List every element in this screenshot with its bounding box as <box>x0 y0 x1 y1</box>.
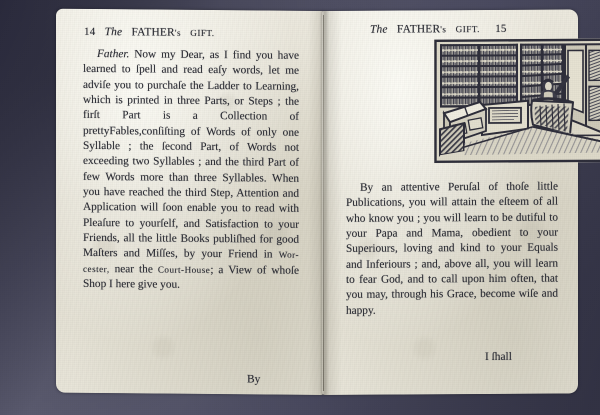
left-page-body-text <box>83 47 299 294</box>
left-catchword: By <box>247 373 261 386</box>
left-running-head <box>84 26 215 39</box>
place-name-part1: Wor- <box>278 250 300 261</box>
left-paragraph-tail: ; a View of whoſe Shop I here give you. <box>83 263 299 291</box>
left-paragraph <box>83 47 299 294</box>
left-paragraph-text: Now my Dear, as I find you have learned to ſpell and read eaſy words, let me adviſe you to purchaſe the Ladder to Learning, which is printed in three Parts, or Steps ; the firſt Part is a Collection of prettyFables,conſiſting of Words of only one Syllable ; the ſecond Part, of Words not exceeding two Syllables ; and the third Part of few Words more than three Syllables. When you have reached the third Step, Attention and Application will ſoon enable you to read with Pleaſure to yourſelf, and Satisfaction to your Friends, all the little Books publiſhed for good Maſters and Miſſes, by your Friend in <box>83 48 299 262</box>
right-folio-number: 15 <box>495 22 507 35</box>
right-catchword: I ſhall <box>485 350 512 364</box>
running-head-possessive: 's <box>174 27 182 38</box>
open-book-spread <box>56 11 578 395</box>
place-name-part2: cester, <box>83 263 110 274</box>
right-running-head <box>370 23 507 36</box>
speaker-label: Father. <box>97 48 130 61</box>
right-page-body-text <box>346 180 558 319</box>
running-head-father: FATHER <box>131 26 175 39</box>
bookshop-interior-woodcut <box>434 38 600 163</box>
right-paragraph-text: By an attentive Peruſal of thoſe little Publications, you will attain the eſteem of all who know you ; you will learn to be dutiful to your Papa and Mama, obedient to your Superiours, loving and kind to your Equals and Inferiours ; and, above all, you will learn to fear God, and to call upon him often, that you may, through his Grace, become wiſe and happy. <box>346 180 558 317</box>
right-running-head-gift: GIFT. <box>455 24 480 35</box>
left-folio-number: 14 <box>84 25 96 39</box>
right-running-head-possessive: 's <box>440 24 447 35</box>
right-running-head-the: The <box>370 23 388 36</box>
running-head-the: The <box>104 26 123 39</box>
right-paragraph <box>346 180 558 319</box>
landmark-name: Court-House <box>157 264 211 275</box>
after-place-text: near the <box>114 262 153 276</box>
left-page <box>56 9 324 395</box>
right-running-head-father: FATHER <box>396 23 441 36</box>
right-page <box>322 9 578 395</box>
running-head-gift: GIFT. <box>190 27 215 39</box>
woodcut-illustration-svg <box>434 38 600 163</box>
